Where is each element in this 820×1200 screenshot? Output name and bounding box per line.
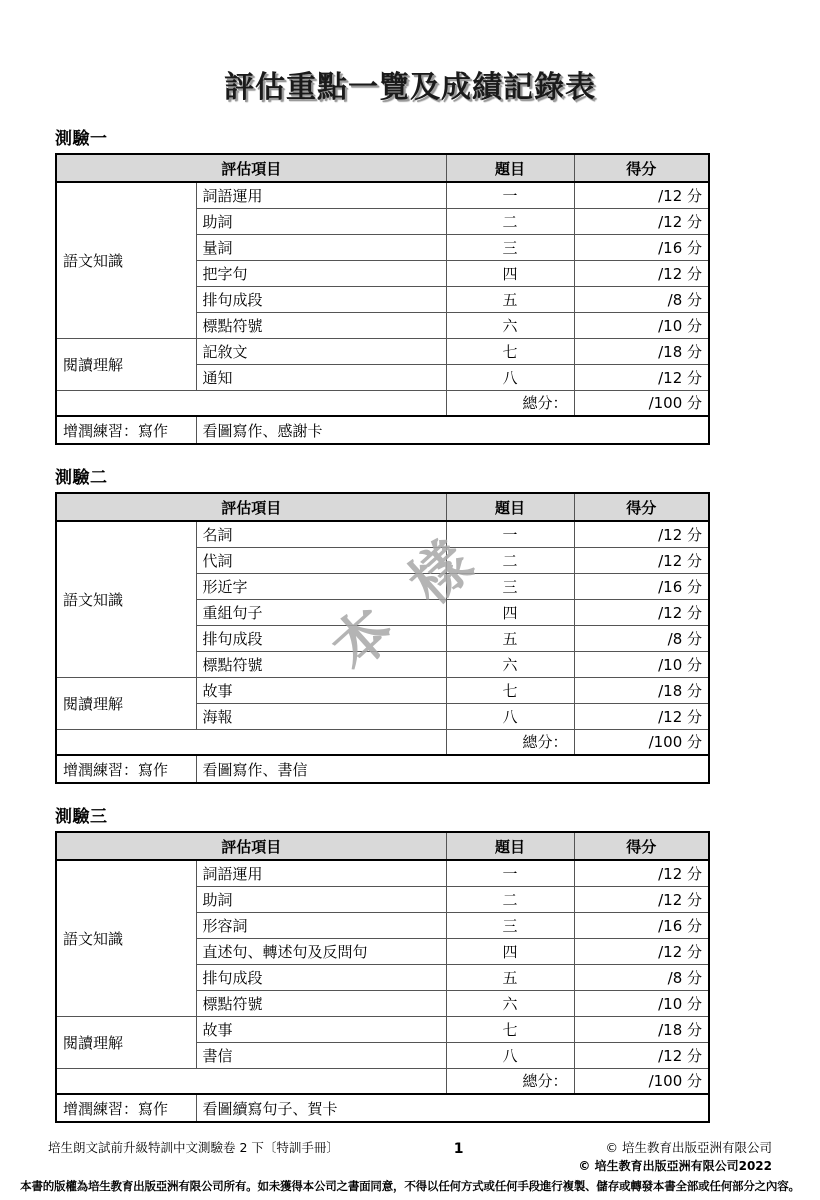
score-entry-cell[interactable]: /12 分 xyxy=(574,208,709,234)
page-number: 1 xyxy=(453,1141,464,1158)
column-header-assessment-item: 評估項目 xyxy=(56,832,446,860)
total-label: 總分： xyxy=(446,729,574,755)
column-header-question: 題目 xyxy=(446,154,574,182)
question-number-cell: 七 xyxy=(446,677,574,703)
assessment-item-cell: 通知 xyxy=(196,364,446,390)
assessment-item-cell: 排句成段 xyxy=(196,964,446,990)
category-cell: 閱讀理解 xyxy=(56,338,196,390)
section-heading: 測驗二 xyxy=(55,468,108,488)
score-entry-cell[interactable]: /10 分 xyxy=(574,651,709,677)
score-entry-cell[interactable]: /12 分 xyxy=(574,521,709,547)
assessment-item-cell: 量詞 xyxy=(196,234,446,260)
score-entry-cell[interactable]: /12 分 xyxy=(574,182,709,208)
assessment-item-cell: 助詞 xyxy=(196,208,446,234)
assessment-item-cell: 標點符號 xyxy=(196,990,446,1016)
assessment-item-cell: 詞語運用 xyxy=(196,182,446,208)
column-header-assessment-item: 評估項目 xyxy=(56,493,446,521)
assessment-item-cell: 排句成段 xyxy=(196,286,446,312)
question-number-cell: 四 xyxy=(446,260,574,286)
question-number-cell: 八 xyxy=(446,364,574,390)
total-label: 總分： xyxy=(446,390,574,416)
question-number-cell: 三 xyxy=(446,234,574,260)
assessment-item-cell: 名詞 xyxy=(196,521,446,547)
score-entry-cell[interactable]: /12 分 xyxy=(574,938,709,964)
assessment-item-cell: 標點符號 xyxy=(196,651,446,677)
assessment-item-cell: 故事 xyxy=(196,1016,446,1042)
category-cell: 語文知識 xyxy=(56,860,196,1016)
assessment-item-cell: 助詞 xyxy=(196,886,446,912)
assessment-item-cell: 直述句、轉述句及反問句 xyxy=(196,938,446,964)
enrichment-value: 看圖續寫句子、賀卡 xyxy=(196,1094,709,1122)
test-section xyxy=(55,124,765,445)
assessment-item-cell: 形容詞 xyxy=(196,912,446,938)
enrichment-row xyxy=(56,416,709,444)
column-header-score: 得分 xyxy=(574,154,709,182)
table-row xyxy=(56,1016,709,1042)
copyright-line-2: © 培生教育出版亞洲有限公司2022 xyxy=(578,1158,772,1173)
score-entry-cell[interactable]: /12 分 xyxy=(574,364,709,390)
page-footer xyxy=(0,1139,820,1200)
page-title: 評估重點一覽及成績記錄表 xyxy=(224,70,596,105)
sections-container xyxy=(55,124,765,1123)
section-heading: 測驗三 xyxy=(55,807,108,827)
score-entry-cell[interactable]: /16 分 xyxy=(574,573,709,599)
question-number-cell: 八 xyxy=(446,703,574,729)
total-score-cell[interactable]: /100 分 xyxy=(574,390,709,416)
footer-copyright-block xyxy=(578,1139,772,1175)
question-number-cell: 二 xyxy=(446,208,574,234)
total-row xyxy=(56,1068,709,1094)
footer-book-title: 培生朗文試前升級特訓中文測驗卷 2 下〔特訓手冊〕 xyxy=(48,1140,339,1156)
category-cell: 語文知識 xyxy=(56,521,196,677)
question-number-cell: 三 xyxy=(446,912,574,938)
table-header-row xyxy=(56,832,709,860)
enrichment-label: 增潤練習：寫作 xyxy=(56,1094,196,1122)
total-row xyxy=(56,729,709,755)
question-number-cell: 二 xyxy=(446,886,574,912)
score-entry-cell[interactable]: /12 分 xyxy=(574,547,709,573)
assessment-item-cell: 詞語運用 xyxy=(196,860,446,886)
category-cell: 閱讀理解 xyxy=(56,677,196,729)
assessment-item-cell: 書信 xyxy=(196,1042,446,1068)
question-number-cell: 七 xyxy=(446,338,574,364)
assessment-item-cell: 海報 xyxy=(196,703,446,729)
assessment-item-cell: 重組句子 xyxy=(196,599,446,625)
assessment-item-cell: 故事 xyxy=(196,677,446,703)
score-entry-cell[interactable]: /16 分 xyxy=(574,234,709,260)
question-number-cell: 三 xyxy=(446,573,574,599)
total-row xyxy=(56,390,709,416)
table-row xyxy=(56,182,709,208)
total-blank-cell xyxy=(56,390,446,416)
score-entry-cell[interactable]: /12 分 xyxy=(574,599,709,625)
column-header-score: 得分 xyxy=(574,832,709,860)
assessment-item-cell: 標點符號 xyxy=(196,312,446,338)
question-number-cell: 六 xyxy=(446,990,574,1016)
total-blank-cell xyxy=(56,729,446,755)
test-section xyxy=(55,802,765,1123)
score-entry-cell[interactable]: /12 分 xyxy=(574,860,709,886)
enrichment-row xyxy=(56,755,709,783)
question-number-cell: 五 xyxy=(446,625,574,651)
score-entry-cell[interactable]: /12 分 xyxy=(574,1042,709,1068)
category-cell: 閱讀理解 xyxy=(56,1016,196,1068)
total-score-cell[interactable]: /100 分 xyxy=(574,1068,709,1094)
score-entry-cell[interactable]: /12 分 xyxy=(574,886,709,912)
score-entry-cell[interactable]: /10 分 xyxy=(574,990,709,1016)
category-cell: 語文知識 xyxy=(56,182,196,338)
question-number-cell: 一 xyxy=(446,521,574,547)
watermark-char-2: 本 xyxy=(318,594,407,684)
assessment-item-cell: 代詞 xyxy=(196,547,446,573)
question-number-cell: 一 xyxy=(446,860,574,886)
title-container xyxy=(55,0,765,106)
test-section xyxy=(55,463,765,784)
question-number-cell: 七 xyxy=(446,1016,574,1042)
question-number-cell: 六 xyxy=(446,312,574,338)
assessment-item-cell: 把字句 xyxy=(196,260,446,286)
watermark-char-1: 樣 xyxy=(396,528,485,618)
enrichment-value: 看圖寫作、書信 xyxy=(196,755,709,783)
score-entry-cell[interactable]: /18 分 xyxy=(574,338,709,364)
question-number-cell: 六 xyxy=(446,651,574,677)
copyright-notice: 本書的版權為培生教育出版亞洲有限公司所有。如未獲得本公司之書面同意，不得以任何方式或任何手段進行複製、儲存或轉發本書全部或任何部分之內容。 xyxy=(20,1179,800,1193)
table-header-row xyxy=(56,154,709,182)
enrichment-label: 增潤練習：寫作 xyxy=(56,416,196,444)
enrichment-row xyxy=(56,1094,709,1122)
question-number-cell: 八 xyxy=(446,1042,574,1068)
assessment-item-cell: 記敘文 xyxy=(196,338,446,364)
table-header-row xyxy=(56,493,709,521)
score-entry-cell[interactable]: /12 分 xyxy=(574,703,709,729)
column-header-question: 題目 xyxy=(446,832,574,860)
score-entry-cell[interactable]: /16 分 xyxy=(574,912,709,938)
score-entry-cell[interactable]: /8 分 xyxy=(574,964,709,990)
score-entry-cell[interactable]: /18 分 xyxy=(574,1016,709,1042)
table-row xyxy=(56,860,709,886)
footer-main-row xyxy=(48,1139,772,1175)
table-row xyxy=(56,338,709,364)
question-number-cell: 二 xyxy=(446,547,574,573)
question-number-cell: 五 xyxy=(446,286,574,312)
score-entry-cell[interactable]: /12 分 xyxy=(574,260,709,286)
section-heading: 測驗一 xyxy=(55,129,108,149)
score-record-table xyxy=(55,492,710,784)
total-label: 總分： xyxy=(446,1068,574,1094)
table-row xyxy=(56,677,709,703)
assessment-item-cell: 形近字 xyxy=(196,573,446,599)
score-entry-cell[interactable]: /10 分 xyxy=(574,312,709,338)
score-entry-cell[interactable]: /8 分 xyxy=(574,286,709,312)
question-number-cell: 一 xyxy=(446,182,574,208)
question-number-cell: 四 xyxy=(446,938,574,964)
table-row xyxy=(56,521,709,547)
total-score-cell[interactable]: /100 分 xyxy=(574,729,709,755)
total-blank-cell xyxy=(56,1068,446,1094)
question-number-cell: 四 xyxy=(446,599,574,625)
question-number-cell: 五 xyxy=(446,964,574,990)
copyright-line-1: © 培生教育出版亞洲有限公司 xyxy=(605,1140,772,1156)
enrichment-label: 增潤練習：寫作 xyxy=(56,755,196,783)
score-entry-cell[interactable]: /8 分 xyxy=(574,625,709,651)
column-header-score: 得分 xyxy=(574,493,709,521)
column-header-assessment-item: 評估項目 xyxy=(56,154,446,182)
score-record-table xyxy=(55,153,710,445)
assessment-item-cell: 排句成段 xyxy=(196,625,446,651)
column-header-question: 題目 xyxy=(446,493,574,521)
score-record-table xyxy=(55,831,710,1123)
enrichment-value: 看圖寫作、感謝卡 xyxy=(196,416,709,444)
score-entry-cell[interactable]: /18 分 xyxy=(574,677,709,703)
